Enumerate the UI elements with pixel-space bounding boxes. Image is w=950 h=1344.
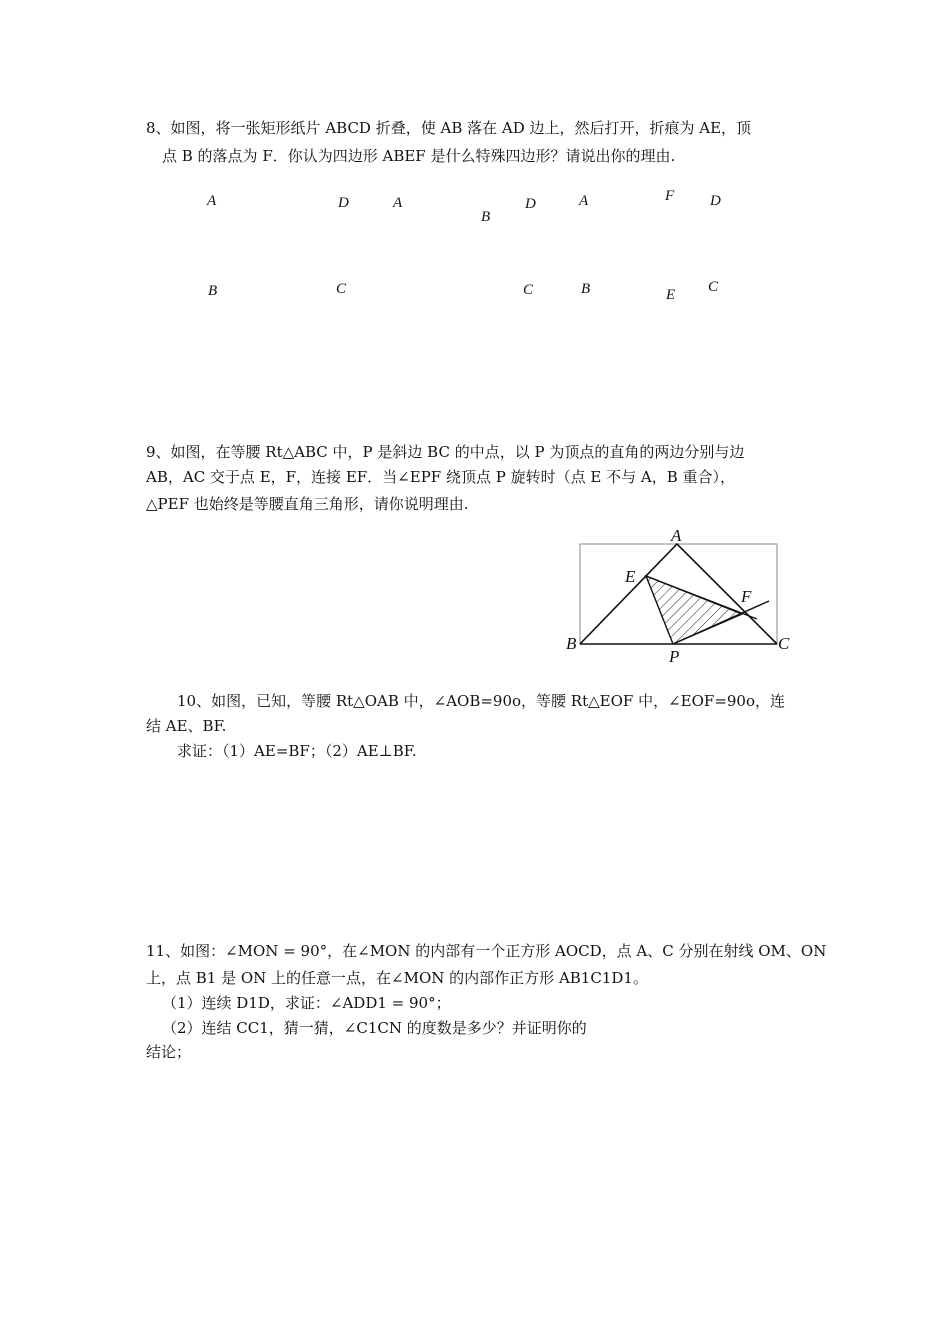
q8-label: D <box>338 195 349 211</box>
q8-label: C <box>708 279 719 295</box>
q8-label: D <box>710 193 721 209</box>
q8-line1: 8、如图，将一张矩形纸片 ABCD 折叠，使 AB 落在 AD 边上，然后打开，折痕为 AE，顶 <box>146 119 752 137</box>
q11-line1: 11、如图：∠MON = 90°，在∠MON 的内部有一个正方形 AOCD，点 A、C 分别在射线 OM、ON <box>146 942 827 960</box>
q8-label: F <box>665 188 675 204</box>
q8-label: B <box>481 209 491 225</box>
q8-label: C <box>523 282 534 298</box>
q8-label: A <box>579 193 589 209</box>
q9-label-F: F <box>741 587 752 606</box>
q11-line4: （2）连结 CC1，猜一猜，∠C1CN 的度数是多少？并证明你的 <box>162 1019 587 1037</box>
q9-label-P: P <box>669 647 680 666</box>
q9-line1: 9、如图，在等腰 Rt△ABC 中，P 是斜边 BC 的中点，以 P 为顶点的直角的两边分别与边 <box>146 443 745 461</box>
q8-label: E <box>666 287 676 303</box>
q9-line3: △PEF 也始终是等腰直角三角形，请你说明理由. <box>146 495 469 513</box>
q11-line5: 结论； <box>146 1043 192 1061</box>
q10-line2: 结 AE、BF. <box>146 717 227 735</box>
q11-line2: 上，点 B1 是 ON 上的任意一点，在∠MON 的内部作正方形 AB1C1D1。 <box>146 969 648 987</box>
q9-label-C: C <box>778 634 790 653</box>
q9-triangle-figure <box>570 530 810 660</box>
q8-label: A <box>207 193 217 209</box>
q11-line3: （1）连续 D1D，求证：∠ADD1 = 90°； <box>162 994 451 1012</box>
q9-label-E: E <box>625 567 636 586</box>
q8-label: A <box>393 195 403 211</box>
q10-line1: 10、如图，已知，等腰 Rt△OAB 中，∠AOB=90o，等腰 Rt△EOF 中，∠EOF=90o，连 <box>177 692 785 710</box>
q9-label-A: A <box>671 526 682 545</box>
q8-line2: 点 B 的落点为 F．你认为四边形 ABEF 是什么特殊四边形？请说出你的理由. <box>162 147 676 165</box>
q10-line3: 求证：（1）AE=BF；（2）AE⊥BF. <box>177 742 417 760</box>
q9-line2: AB，AC 交于点 E，F，连接 EF．当∠EPF 绕顶点 P 旋转时（点 E 不与 A，B 重合）， <box>146 468 735 486</box>
q8-label: B <box>581 281 591 297</box>
q9-label-B: B <box>566 634 577 653</box>
q8-label: C <box>336 281 347 297</box>
q8-label: B <box>208 283 218 299</box>
q8-label: D <box>525 196 536 212</box>
